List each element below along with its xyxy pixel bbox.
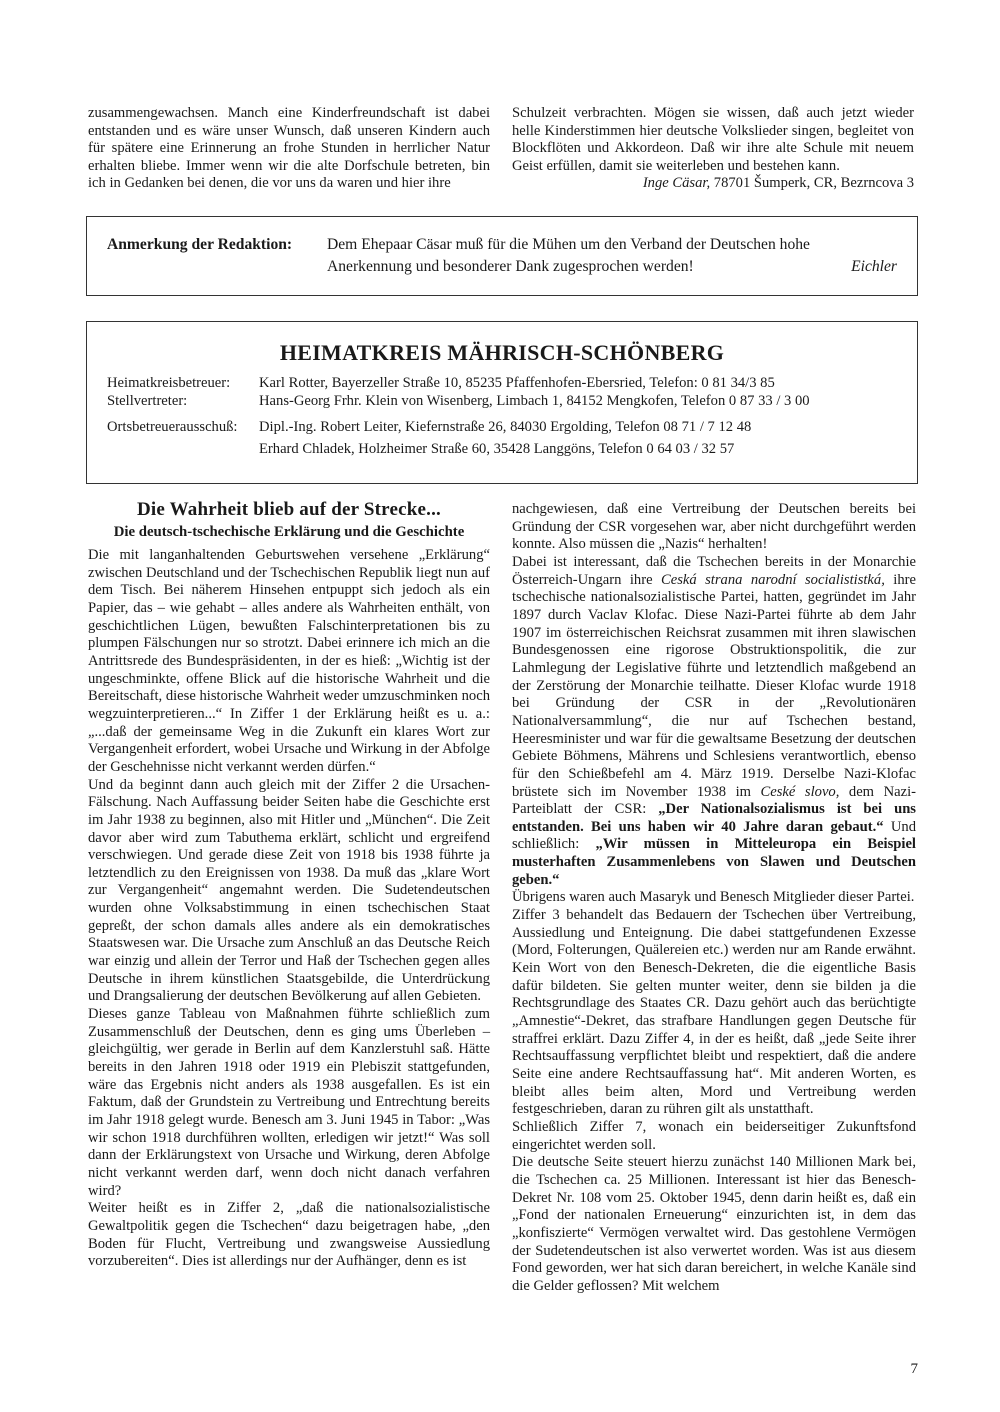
article-title: Die Wahrheit blieb auf der Strecke... [136,499,441,520]
contact-row [107,440,734,458]
article-paragraph: Übrigens waren auch Masaryk und Benesch Mitglieder dieser Partei. [512,889,915,906]
contact-value: Karl Rotter, Bayerzeller Straße 10, 85235 Pfaffenhofen-Ebersried, Telefon: 0 81 34/3 85 [259,375,775,391]
contact-row [107,392,810,410]
article-paragraph: Schließlich Ziffer 7, wonach ein beiderseitiger Zukunftsfond eingerichtet werden soll. [512,1118,916,1153]
top-right-text: Schulzeit verbrachten. Mögen sie wissen, daß auch jetzt wieder helle Kinderstimmen hier deutsche Volkslieder singen, begleitet von Blockflöten und Akkordeon. Daß wir ihre alte Schule mit neuem Geist erfüllen, damit sie weiterleben und bestehen kann. [512,105,914,174]
note-author: Eichler [851,258,897,275]
article-paragraph: nachgewiesen, daß eine Vertreibung der Deutschen bereits bei Gründung der CSR vorgesehen war, aber nicht durchgeführt werden konnte. Also müssen die „Nazis“ herhalten! [512,501,916,553]
article-subtitle: Die deutsch-tschechische Erklärung und die Geschichte [113,524,465,540]
article-paragraph: Weiter heißt es in Ziffer 2, „daß die nationalsozialistische Gewaltpolitik gegen die Tschechen“ dazu beigetragen habe, „den Boden für Flucht, Vertreibung und zwangsweise Aussiedlung vorzubereiten“. Dies ist allerdings nur der Aufhänger, denn es ist [88,1200,490,1270]
editorial-note-box [86,216,918,296]
contact-role: Ortsbetreuerausschuß: [107,419,238,435]
text-run: Dabei ist interessant, daß die Tschechen bereits in der Monarchie Österreich-Ungarn ihre [512,553,916,588]
article-paragraph: Die deutsche Seite steuert hierzu zunächst 140 Millionen Mark bei, die Tschechen ca. 25 Millionen. Interessant ist hier das Benesch-Dekret Nr. 108 vom 25. Oktober 1945, denn darin heißt es, daß ein „Fond der nationalen Erneuerung“ einzurichten ist, in dem das „konfiszierte“ Vermögen verwaltet wird. Das gestohlene Vermögen der Sudetendeutschen ist also verwertet worden. Was ist aus diesem Fond geworden, wer hat sich daran bereichert, in welche Kanäle sind die Gelder geflossen? Mit welchem [512,1154,916,1294]
heimatkreis-title: HEIMATKREIS MÄHRISCH-SCHÖNBERG [279,340,725,365]
contact-row [107,374,775,392]
signature-address: 78701 Šumperk, CR, Bezrncova 3 [713,175,914,192]
contact-row [107,418,751,436]
text-run: ihre tschechische nationalsozialistische Partei, hatten, gegründet im Jahr 1897 durch Vaclav Klofac. Diese Nazi-Partei führte ab dem Jahr 1907 im österreichischen Reichsrat zusammen mit ihren slawischen Bundesgenossen eine rigorose Obstruktionspolitik, die zur Lahmlegung der Legislative führte und letztendlich maßgebend an der Zerstörung der Monarchie teilhatte. Dieser Klofac wurde 1918 bei Gründung der CSR in der „Revolutionären Nationalversammlung“, die nur auf Tschechen bestand, Heeresminister und war für die gewaltsame Besetzung der deutschen Gebiete Böhmens, Mährens und Schlesiens verantwortlich, ebenso für den Schießbefehl am 4. März 1919. Derselbe Nazi-Klofac brüstete sich im November 1938 im [512,571,916,800]
party-name-italic: Ceská strana narodní socialististká, [661,571,885,588]
note-line-2: Anerkennung und besonderer Dank zugesprochen werden! [327,258,694,275]
signature [512,175,914,193]
article-left-column [88,547,490,1271]
signature-name: Inge Cäsar, [642,175,711,192]
contact-role: Heimatkreisbetreuer: [107,375,231,391]
contact-role: Stellvertreter: [107,393,188,409]
article-paragraph: Und da beginnt dann auch gleich mit der Ziffer 2 die Ursachen-Fälschung. Nach Auffassung beider Seiten habe die Geschichte erst im Jahr 1938 zu beginnen, also mit Hitler und „München“. Die Zeit davor aber wird zum Tabuthema erklärt, schlicht und ergreifend verschwiegen. Und gerade diese Zeit von 1918 bis 1938 führte ja letztendlich zu den Ereignissen von 1938. Da muß das „klare Wort zur Vergangenheit“ angemahnt werden. Die Sudetendeutschen wurden ohne Volksabstimmung in einen tschechischen Staat gepreßt, der schon damals alles andere als ein demokratisches Staatswesen war. Die Ursache zum Anschluß an das Deutsche Reich war einzig und allein der Terror und Haß der Tschechen gegen alles Deutsche in ihrem künstlichen Staatsgebilde, die Unterdrückung und Drangsalierung der deutschen Bevölkerung auf allen Gebieten. [88,776,490,1005]
article-paragraph [512,554,916,889]
quote-bold: „Der Nationalsozialismus ist bei uns entstanden. Bei uns haben wir 40 Jahre daran gebaut.“ [512,801,916,835]
article-right-column [512,501,916,1296]
text-run: dem Nazi-Parteiblatt der CSR: [512,783,916,818]
note-label: Anmerkung der Redaktion: [107,236,293,253]
article-paragraph: Die mit langanhaltenden Geburtswehen versehene „Erklärung“ zwischen Deutschland und der Tschechischen Republik liegt nun auf dem Tisch. Bei näherem Hinsehen entpuppt sich jedoch als ein Papier, das – wie gehabt – alles andere als Wahrheiten enthält, von geschichtlichen Lügen, bewußten Falschinterpretationen bis zu plumpen Fälschungen nur so strotzt. Dabei erinnere ich mich an die Antrittsrede des Bundespräsidenten, in der es hieß: „Wichtig ist der ungeschminkte, offene Blick auf die historische Wahrheit und die Bereitschaft, diese historische Wahrheit weder umzuschminken noch wegzuinterpretieren...“ In Ziffer 1 der Erklärung heißt es u. a.: „...daß der gemeinsame Weg in die Zukunft ein klares Wort zur Vergangenheit erfordert, wobei Ursache und Wirkung in der Abfolge der Geschehnisse nicht verkannt werden dürfen.“ [88,547,490,775]
top-left-column [88,105,490,193]
page-number: 7 [910,1361,918,1377]
text-run: Und schließlich: [512,818,916,853]
article-paragraph: Dieses ganze Tableau von Maßnahmen führte schließlich zum Zusammenschluß der Deutschen, denn es ging ums Überleben – gleichgültig, wer gerade in Berlin auf dem Kanzlerstuhl saß. Hätte bereits in den Jahren 1918 oder 1919 ein Plebiszit stattgefunden, wäre das Ergebnis nicht anders als 1938 ausgefallen. Es ist ein Faktum, daß der Grundstein zu Vertreibung und Entrechtung bereits im Jahr 1918 gelegt wurde. Benesch am 3. Juni 1945 in Tabor: „Was wir schon 1918 durchführen wollten, erledigen wir jetzt!“ Was soll dann der Erklärungstext von Ursache und Wirkung, deren Abfolge nicht verkannt werden darf, wenn doch nicht danach verfahren wird? [88,1006,490,1199]
top-left-text: zusammengewachsen. Manch eine Kinderfreundschaft ist dabei entstanden und es wäre unser Wunsch, daß unseren Kindern auch für spätere eine Erinnerung an frohe Stunden in herrlicher Natur erhalten bliebe. Immer wenn wir die alte Dorfschule betreten, bin ich in Gedanken bei denen, die vor uns da waren und hier ihre [88,105,490,192]
newspaper-name-italic: Ceské slovo, [760,783,840,800]
quote-bold: „Wir müssen in Mitteleuropa ein Beispiel musterhaften Zusammenlebens von Slawen und Deutschen geben.“ [512,836,916,888]
heimatkreis-box [86,321,918,484]
article-paragraph: Ziffer 3 behandelt das Bedauern der Tschechen über Vertreibung, Aussiedlung und Enteignung. Die dabei stattgefundenen Exzesse (Mord, Folterungen, Quälereien etc.) werden nur am Rande erwähnt. Kein Wort von den Benesch-Dekreten, die die eigentliche Basis dafür bildeten. Sie gelten munter weiter, denn sie bilden ja die Rechtsgrundlage des Staates CR. Dazu gehört auch das berüchtigte „Amnestie“-Dekret, das strafbare Handlungen gegen Deutsche für straffrei erklärt. Dazu Ziffer 4, in der es heißt, daß „jede Seite ihrer Rechtsauffassung verpflichtet bleibt und respektiert, daß die andere Seite eine andere Rechtsauffassung hat“. Mit anderen Worten, es bleibt alles beim alten, Mord und Vertreibung werden festgeschrieben, daran zu rühren gilt als unstatthaft. [512,907,916,1118]
contact-value: Hans-Georg Frhr. Klein von Wisenberg, Limbach 1, 84152 Mengkofen, Telefon 0 87 33 / 3 00 [259,393,810,409]
contact-value: Dipl.-Ing. Robert Leiter, Kiefernstraße 26, 84030 Ergolding, Telefon 08 71 / 7 12 48 [259,419,752,435]
contact-value: Erhard Chladek, Holzheimer Straße 60, 35428 Langgöns, Telefon 0 64 03 / 32 57 [259,441,735,457]
note-line-1: Dem Ehepaar Cäsar muß für die Mühen um den Verband der Deutschen hohe [327,236,810,253]
top-right-column [512,105,914,193]
